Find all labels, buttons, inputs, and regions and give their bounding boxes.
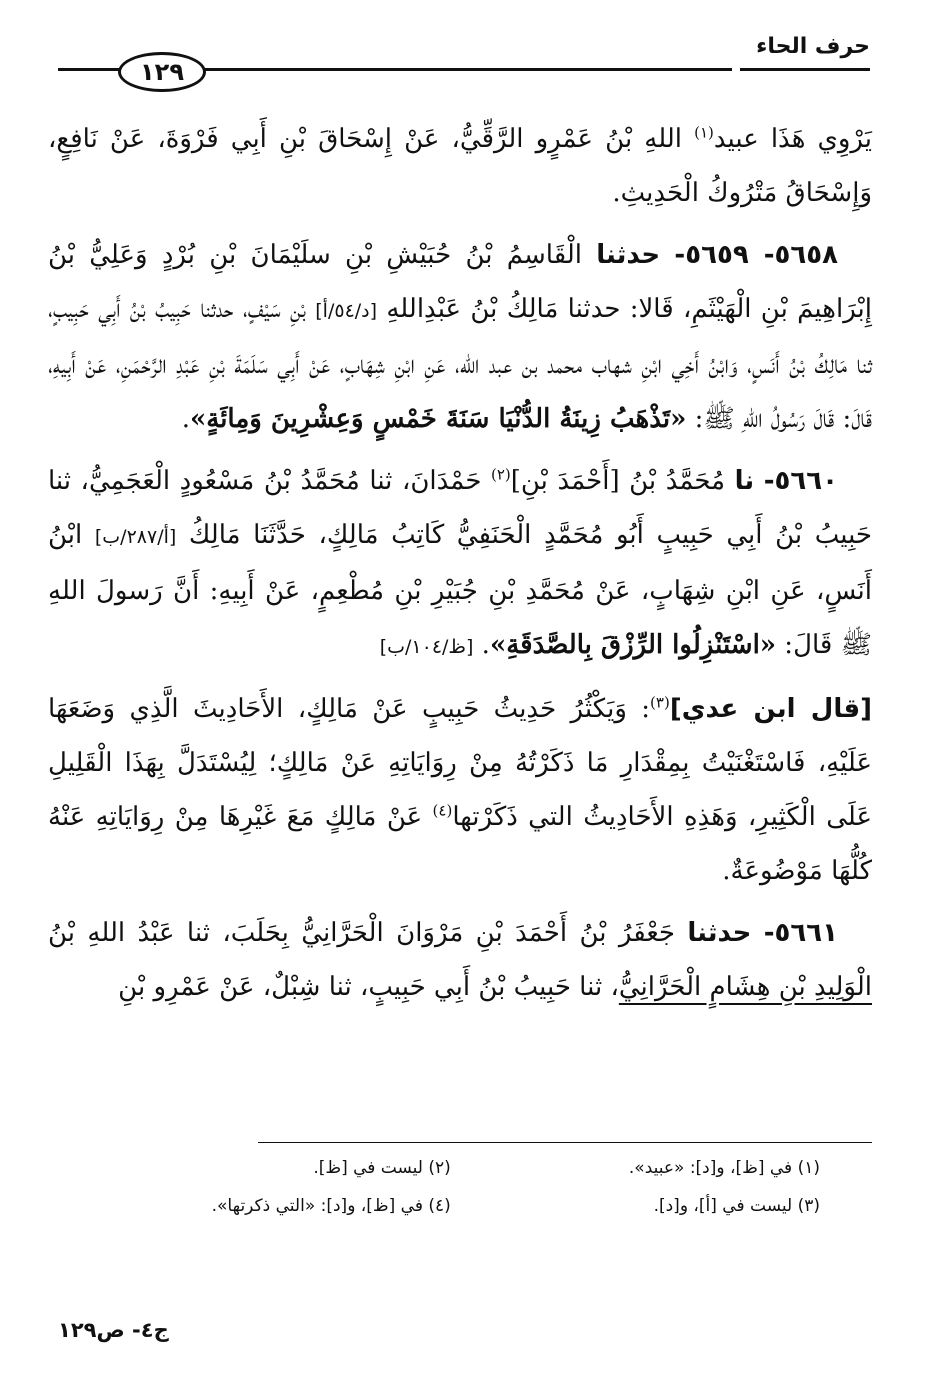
text-segment: ، ثنا حَبِيبُ بْنُ أَبِي حَبِيبٍ، ثنا شِبْلٌ، عَنْ عَمْرِو بْنِ bbox=[118, 972, 619, 1002]
text-segment: يَرْوِي هَذَا عبيد bbox=[713, 124, 873, 154]
paragraph-intro bbox=[48, 112, 872, 220]
page-number-badge bbox=[118, 52, 206, 92]
transmission-term: نا bbox=[734, 466, 755, 496]
text-segment: . bbox=[181, 404, 190, 434]
text-segment: بْنِ سَيْفٍ، حدثنا حَبِيبُ بْنُ أَبِي حَبِيبٍ، ثنا مَالِكُ بْنُ أَنَسٍ، وَابْنُ أَخِي ابْنِ شهاب محمد بن عبد الله، عَنِ ابْنِ شِهَابٍ، عَنْ أَبِي سَلَمَةَ بْنِ عَبْدِ الرَّحْمَنِ، عَنْ أَبِيهِ، قَالَ: قَالَ رَسُولُ اللهِ ﷺ: bbox=[48, 294, 872, 434]
hadith-number: ٥٦٥٨- ٥٦٥٩- bbox=[674, 240, 839, 270]
footnote-3: (٣) ليست في [أ]، و[د]. bbox=[653, 1196, 820, 1216]
footnote-ref: (٣) bbox=[650, 693, 670, 712]
footnote-ref: (٤) bbox=[432, 801, 453, 820]
footnote-ref: (١) bbox=[694, 123, 714, 142]
text-segment: ابْنُ أَنَسٍ، عَنِ ابْنِ شِهَابٍ، عَنْ مُحَمَّدِ بْنِ جُبَيْرِ بْنِ مُطْعِمٍ، عَنْ أَبِيهِ: أَنَّ رَسولَ اللهِ ﷺ قَالَ: bbox=[48, 520, 872, 660]
hadith-5660 bbox=[48, 454, 872, 674]
footnote-rule bbox=[258, 1142, 872, 1143]
comment-heading: [قال ابن عدي] bbox=[669, 694, 872, 724]
footnote-ref: (٢) bbox=[490, 465, 511, 484]
text-segment: اللهِ بْنُ عَمْرٍو الرَّقِّيُّ، عَنْ إِسْحَاقَ بْنِ أَبِي فَرْوَةَ، عَنْ نَافِعٍ، وَإِسْحَاقُ مَتْرُوكُ الْحَدِيثِ. bbox=[48, 124, 872, 208]
text-segment: حَمْدَانَ، ثنا مُحَمَّدُ بْنُ مَسْعُودٍ الْعَجَمِيُّ، ثنا حَبِيبُ بْنُ أَبِي حَبِيبٍ أَبُو مُحَمَّدٍ الْحَنَفِيُّ كَاتِبُ مَالِكٍ، حَدَّثَنَا مَالِكُ bbox=[48, 466, 872, 550]
transmission-term: حدثنا bbox=[687, 918, 752, 948]
footnote-row bbox=[110, 1196, 820, 1234]
transmission-term: حدثنا bbox=[596, 240, 661, 270]
hadith-quote: «تَذْهَبُ زِينَةُ الدُّنْيَا سَنَةَ خَمْسٍ وَعِشْرِينَ وَمِائَةٍ» bbox=[190, 404, 687, 434]
footnote-row bbox=[110, 1158, 820, 1196]
text-segment: : وَيَكْثُرُ حَدِيثُ حَبِيبٍ عَنْ مَالِكٍ، الأَحَادِيثَ الَّذِي وَضَعَهَا عَلَيْهِ، فَاسْتَغْنَيْتُ بِمِقْدَارِ مَا ذَكَرْتُهُ مِنْ رِوَايَاتِهِ عَنْ مَالِكٍ؛ لِيُسْتَدَلَّ بِهَذَا الْقَلِيلِ عَلَى الْكَثِيرِ، وَهَذِهِ الأَحَادِيثُ التي ذَكَرْتها bbox=[48, 694, 872, 832]
main-text bbox=[48, 112, 872, 1022]
page-number: ١٢٩ bbox=[140, 58, 184, 86]
hadith-number: ٥٦٦١- bbox=[763, 918, 838, 948]
hadith-number: ٥٦٦٠- bbox=[763, 466, 839, 496]
manuscript-ref: [أ/٢٨٧/ب] bbox=[94, 526, 177, 548]
hadith-5661 bbox=[48, 906, 872, 1014]
footnote-1: (١) في [ظ]، و[د]: «عبيد». bbox=[628, 1158, 820, 1178]
header-rule-right bbox=[740, 68, 870, 71]
ibn-adi-comment bbox=[48, 682, 872, 898]
chapter-title: حرف الحاء bbox=[756, 34, 870, 59]
text-segment: الْقَاسِمُ بْنُ حُبَيْشِ بْنِ سلَيْمَانَ بْنِ بُرْدٍ وَعَلِيُّ بْنُ إِبْرَاهِيمَ بْنِ الْهَيْثَمِ، قَالا: حدثنا مَالِكُ بْنُ عَبْدِاللهِ bbox=[48, 240, 872, 324]
hadith-5658-5659 bbox=[48, 228, 872, 446]
footnote-4: (٤) في [ظ]، و[د]: «التي ذكرتها». bbox=[211, 1196, 451, 1216]
text-segment: عَنْ مَالِكٍ مَعَ غَيْرِهَا مِنْ رِوَايَاتِهِ عَنْهُ كُلُّهَا مَوْضُوعَةٌ. bbox=[48, 802, 872, 886]
manuscript-ref: [د/٥٤/أ] bbox=[315, 300, 378, 322]
footnotes bbox=[110, 1158, 820, 1234]
page-locator: ج٤- ص١٢٩ bbox=[58, 1318, 169, 1342]
footnote-2: (٢) ليست في [ظ]. bbox=[313, 1158, 451, 1178]
text-segment: مُحَمَّدُ بْنُ [أَحْمَدَ بْنِ] bbox=[510, 466, 735, 496]
text-segment: جَعْفَرُ بْنُ أَحْمَدَ بْنِ مَرْوَانَ الْحَرَّانِيُّ بِحَلَبَ، ثنا عَبْدُ اللهِ بْنُ bbox=[48, 918, 688, 948]
underlined-name: الْوَلِيدِ بْنِ هِشَامٍ الْحَرَّانِيُّ bbox=[618, 972, 872, 1002]
hadith-quote: «اسْتَنْزِلُوا الرِّزْقَ بِالصَّدَقَةِ» bbox=[489, 630, 777, 660]
manuscript-ref: [ظ/١٠٤/ب] bbox=[379, 636, 474, 658]
text-segment: . bbox=[473, 630, 490, 660]
